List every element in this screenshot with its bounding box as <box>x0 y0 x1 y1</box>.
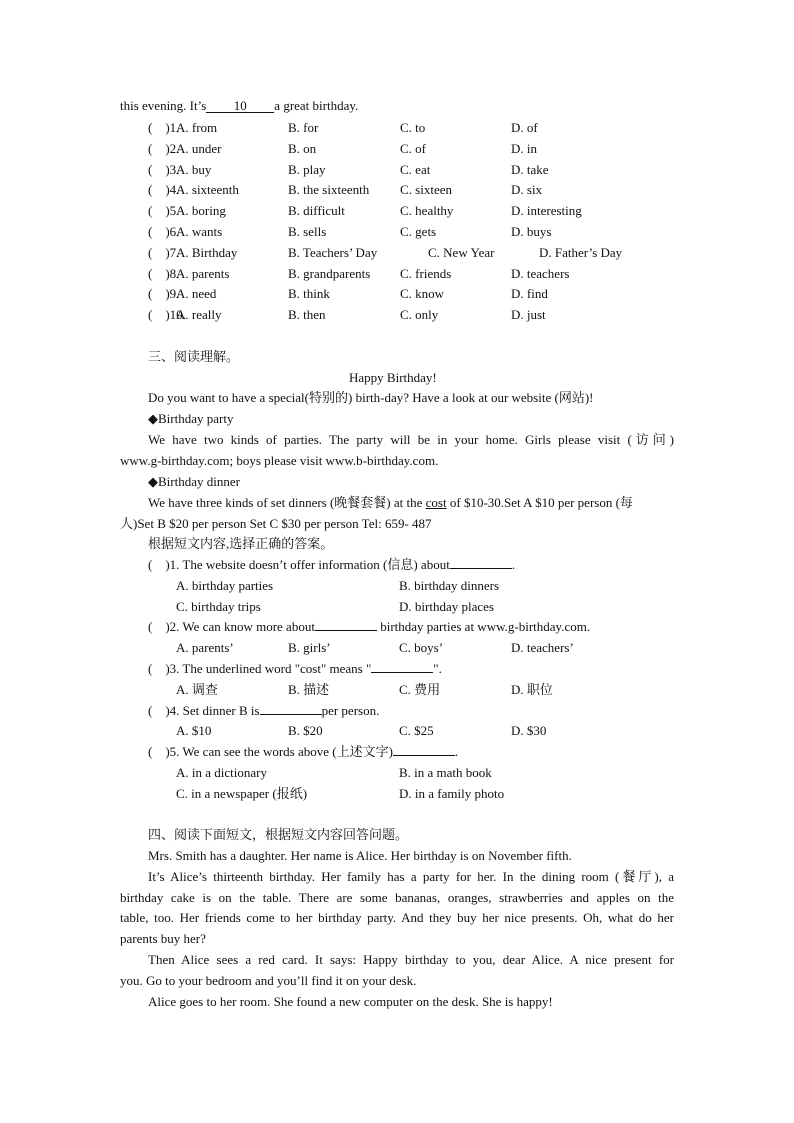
cloze-option-b: B. for <box>288 120 319 135</box>
option-a: A. in a dictionary <box>176 765 267 780</box>
cloze-option-c: C. only <box>400 307 439 322</box>
cloze-question-number: ( )8. <box>148 266 180 281</box>
dinner-line-2: 人)Set B $20 per person Set C $30 per person Tel: 659- 487 <box>120 516 432 531</box>
story-line: table, too. Her friends come to her birthday party. And they buy her nice presents. Oh, what do her <box>120 910 674 925</box>
cloze-tail-before: this evening. It’s <box>120 98 207 113</box>
underlined-word-cost: cost <box>425 495 447 510</box>
cloze-question-number: ( )9. <box>148 286 180 301</box>
cloze-option-d: D. buys <box>511 224 552 239</box>
option-d: D. birthday places <box>399 599 494 614</box>
cloze-option-d: D. just <box>511 307 546 322</box>
dinner-line-1 <box>148 495 633 511</box>
option-d: D. in a family photo <box>399 786 505 801</box>
cloze-option-c: C. gets <box>400 224 437 239</box>
cloze-option-a: A. boring <box>176 203 226 218</box>
dinner-line-1-after: of $10-30.Set A $10 per person (每 <box>446 495 633 510</box>
answer-blank <box>371 672 433 673</box>
reading-question-4 <box>148 703 379 719</box>
cloze-option-c: C. eat <box>400 162 431 177</box>
cloze-option-d: D. six <box>511 182 543 197</box>
dinner-line-1-before: We have three kinds of set dinners (晚餐套餐) at the <box>148 495 426 510</box>
story-line: you. Go to your bedroom and you’ll find it on your desk. <box>120 973 417 988</box>
question-stem: ( )3. The underlined word "cost" means " <box>148 661 372 676</box>
cloze-option-b: B. difficult <box>288 203 345 218</box>
cloze-question-number: ( )3. <box>148 162 180 177</box>
option-d: D. $30 <box>511 723 547 738</box>
cloze-option-b: B. think <box>288 286 330 301</box>
cloze-tail-line <box>120 98 358 114</box>
passage-intro: Do you want to have a special(特别的) birth-day? Have a look at our website (网站)! <box>148 390 594 405</box>
cloze-question-number: ( )2. <box>148 141 180 156</box>
option-c: C. boys’ <box>399 640 444 655</box>
cloze-option-c: C. to <box>400 120 426 135</box>
story-line: It’s Alice’s thirteenth birthday. Her family has a party for her. In the dining room (餐厅), a <box>148 869 674 884</box>
party-line-1: We have two kinds of parties. The party will be in your home. Girls please visit (访问) <box>148 432 674 447</box>
question-stem-end: birthday parties at www.g-birthday.com. <box>376 619 591 634</box>
reading-question-3 <box>148 661 442 677</box>
section4-heading: 四、阅读下面短文，根据短文内容回答问题。 <box>148 827 409 842</box>
story-line: birthday cake is on the table. There are some bananas, oranges, strawberries and apples on the <box>120 890 674 905</box>
question-stem: ( )2. We can know more about <box>148 619 315 634</box>
dinner-heading: ◆Birthday dinner <box>148 474 240 489</box>
question-stem: ( )5. We can see the words above (上述文字) <box>148 744 393 759</box>
question-stem-end: per person. <box>321 703 380 718</box>
cloze-option-d: D. find <box>511 286 548 301</box>
cloze-option-c: C. New Year <box>428 245 495 260</box>
section3-instruction: 根据短文内容,选择正确的答案。 <box>148 536 334 551</box>
question-stem-end: . <box>454 744 459 759</box>
cloze-option-d: D. Father’s Day <box>539 245 623 260</box>
cloze-option-c: C. know <box>400 286 445 301</box>
cloze-blank-10: 10 <box>206 99 274 113</box>
cloze-option-d: D. of <box>511 120 538 135</box>
cloze-option-b: B. the sixteenth <box>288 182 370 197</box>
cloze-option-b: B. on <box>288 141 317 156</box>
cloze-option-a: A. sixteenth <box>176 182 239 197</box>
option-c: C. 费用 <box>399 682 441 697</box>
reading-question-2 <box>148 619 590 635</box>
cloze-question-number: ( )5. <box>148 203 180 218</box>
story-line: Alice goes to her room. She found a new computer on the desk. She is happy! <box>148 994 553 1009</box>
option-b: B. 描述 <box>288 682 330 697</box>
cloze-option-b: B. grandparents <box>288 266 371 281</box>
question-stem: ( )1. The website doesn’t offer information (信息) about <box>148 557 450 572</box>
cloze-option-b: B. Teachers’ Day <box>288 245 378 260</box>
cloze-option-c: C. friends <box>400 266 452 281</box>
option-b: B. in a math book <box>399 765 492 780</box>
option-b: B. girls’ <box>288 640 331 655</box>
cloze-option-b: B. sells <box>288 224 327 239</box>
option-a: A. birthday parties <box>176 578 274 593</box>
party-heading: ◆Birthday party <box>148 411 234 426</box>
cloze-question-number: ( )6. <box>148 224 180 239</box>
cloze-option-d: D. teachers <box>511 266 570 281</box>
cloze-option-c: C. of <box>400 141 426 156</box>
option-d: D. teachers’ <box>511 640 574 655</box>
cloze-option-a: A. buy <box>176 162 212 177</box>
option-a: A. $10 <box>176 723 212 738</box>
cloze-option-b: B. then <box>288 307 326 322</box>
option-d: D. 职位 <box>511 682 553 697</box>
cloze-question-number: ( )10. <box>148 307 186 322</box>
cloze-option-c: C. healthy <box>400 203 454 218</box>
cloze-question-number: ( )7. <box>148 245 180 260</box>
cloze-option-d: D. take <box>511 162 549 177</box>
cloze-option-a: A. wants <box>176 224 223 239</box>
question-stem: ( )4. Set dinner B is <box>148 703 260 718</box>
cloze-tail-after: a great birthday. <box>274 98 359 113</box>
story-line: Mrs. Smith has a daughter. Her name is Alice. Her birthday is on November fifth. <box>148 848 572 863</box>
answer-blank <box>315 630 377 631</box>
cloze-option-a: A. Birthday <box>176 245 238 260</box>
answer-blank <box>260 714 322 715</box>
option-c: C. birthday trips <box>176 599 261 614</box>
cloze-question-number: ( )4. <box>148 182 180 197</box>
cloze-option-d: D. interesting <box>511 203 582 218</box>
section3-heading: 三、阅读理解。 <box>148 349 240 364</box>
option-a: A. 调查 <box>176 682 218 697</box>
answer-blank <box>393 755 455 756</box>
story-line: Then Alice sees a red card. It says: Happy birthday to you, dear Alice. A nice present for <box>148 952 674 967</box>
party-line-2: www.g-birthday.com; boys please visit www.b-birthday.com. <box>120 453 439 468</box>
option-c: C. in a newspaper (报纸) <box>176 786 308 801</box>
option-b: B. $20 <box>288 723 323 738</box>
passage-title: Happy Birthday! <box>349 370 437 385</box>
cloze-option-a: A. need <box>176 286 217 301</box>
option-b: B. birthday dinners <box>399 578 500 593</box>
reading-question-1 <box>148 557 515 573</box>
option-a: A. parents’ <box>176 640 234 655</box>
question-stem-end: . <box>511 557 516 572</box>
cloze-option-c: C. sixteen <box>400 182 452 197</box>
cloze-option-a: A. from <box>176 120 218 135</box>
cloze-question-number: ( )1. <box>148 120 180 135</box>
answer-blank <box>450 568 512 569</box>
cloze-option-a: A. really <box>176 307 222 322</box>
cloze-option-a: A. under <box>176 141 222 156</box>
question-stem-end: ". <box>433 661 442 676</box>
option-c: C. $25 <box>399 723 434 738</box>
cloze-option-d: D. in <box>511 141 537 156</box>
cloze-option-b: B. play <box>288 162 326 177</box>
story-line: parents buy her? <box>120 931 206 946</box>
reading-question-5 <box>148 744 458 760</box>
cloze-option-a: A. parents <box>176 266 230 281</box>
